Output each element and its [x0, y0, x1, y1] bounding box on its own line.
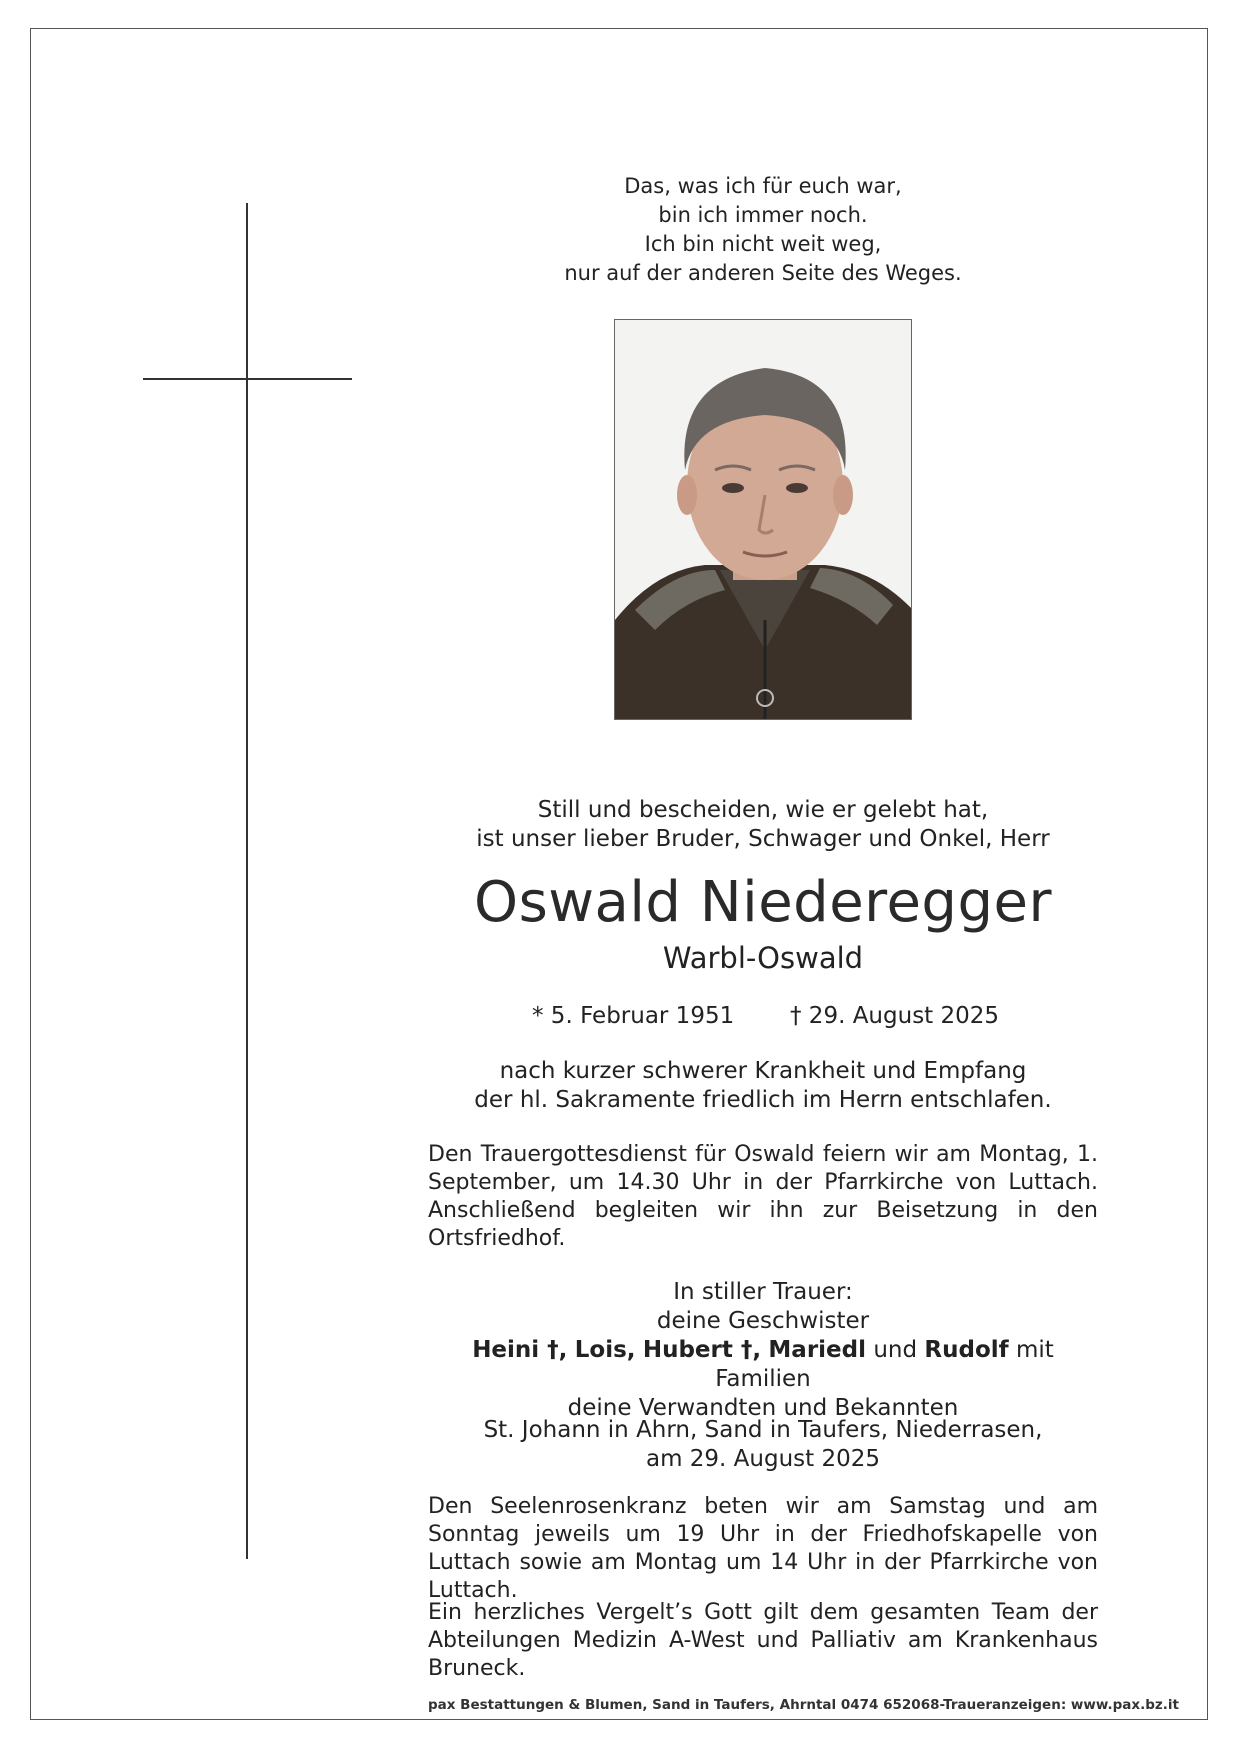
verse-line: nur auf der anderen Seite des Weges. — [564, 261, 962, 285]
portrait-photo — [614, 319, 912, 720]
relatives-line: deine Verwandten und Bekannten — [567, 1395, 959, 1421]
deceased-name: Oswald Niederegger — [474, 870, 1052, 935]
thanks-text: Ein herzliches Vergelt’s Gott gilt dem gesamten Team der Abteilungen Medizin A-West und Palliativ am Krankenhaus Bruneck. — [428, 1600, 1098, 1681]
rosary-announcement: Den Seelenrosenkranz beten wir am Samstag und am Sonntag jeweils um 19 Uhr in der Friedhofskapelle von Luttach sowie am Montag um 14 Uhr in der Pfarrkirche von Luttach. — [428, 1494, 1098, 1603]
portrait-illustration — [615, 320, 912, 720]
intro-line: ist unser lieber Bruder, Schwager und Onkel, Herr — [476, 826, 1050, 852]
date-line: am 29. August 2025 — [645, 1446, 881, 1472]
conjunction: und — [873, 1337, 918, 1363]
verse-line: Ich bin nicht weit weg, — [644, 232, 882, 256]
sibling-name: Mariedl — [768, 1337, 867, 1363]
siblings-label: deine Geschwister — [656, 1308, 870, 1334]
place-and-date — [428, 1416, 1098, 1474]
sibling-name: Hubert †, — [642, 1337, 762, 1363]
verse-line: Das, was ich für euch war, — [624, 174, 902, 198]
memorial-verse — [428, 172, 1098, 288]
intro-line: Still und bescheiden, wie er gelebt hat, — [537, 797, 989, 823]
sibling-name: Heini †, — [472, 1337, 568, 1363]
siblings-names — [428, 1336, 1098, 1394]
sibling-name: Lois, — [574, 1337, 636, 1363]
place-line: St. Johann in Ahrn, Sand in Taufers, Niederrasen, — [483, 1417, 1043, 1443]
verse-line: bin ich immer noch. — [658, 203, 868, 227]
birth-date: * 5. Februar 1951 — [532, 1003, 735, 1029]
funeral-announcement: Den Trauergottesdienst für Oswald feiern wir am Montag, 1. September, um 14.30 Uhr in der Pfarrkirche von Luttach. Anschließend begleiten wir ihn zur Beisetzung in den Ortsfriedhof. — [428, 1142, 1098, 1251]
mourners-section — [428, 1278, 1098, 1423]
cross-horizontal-bar — [143, 378, 352, 380]
mourners-heading: In stiller Trauer: — [673, 1279, 853, 1305]
passing-text — [428, 1057, 1098, 1115]
passing-line: der hl. Sakramente friedlich im Herrn entschlafen. — [474, 1087, 1052, 1113]
cross-vertical-bar — [246, 203, 248, 1559]
intro-text — [428, 796, 1098, 854]
death-date: † 29. August 2025 — [790, 1003, 1000, 1029]
footer-imprint: pax Bestattungen & Blumen, Sand in Taufers, Ahrntal 0474 652068-Traueranzeigen: www.pax.bz.it — [428, 1697, 1179, 1713]
deceased-nickname: Warbl-Oswald — [662, 941, 864, 975]
passing-line: nach kurzer schwerer Krankheit und Empfang — [499, 1058, 1027, 1084]
sibling-name: Rudolf — [924, 1337, 1009, 1363]
family-suffix: mit Familien — [715, 1337, 1054, 1392]
